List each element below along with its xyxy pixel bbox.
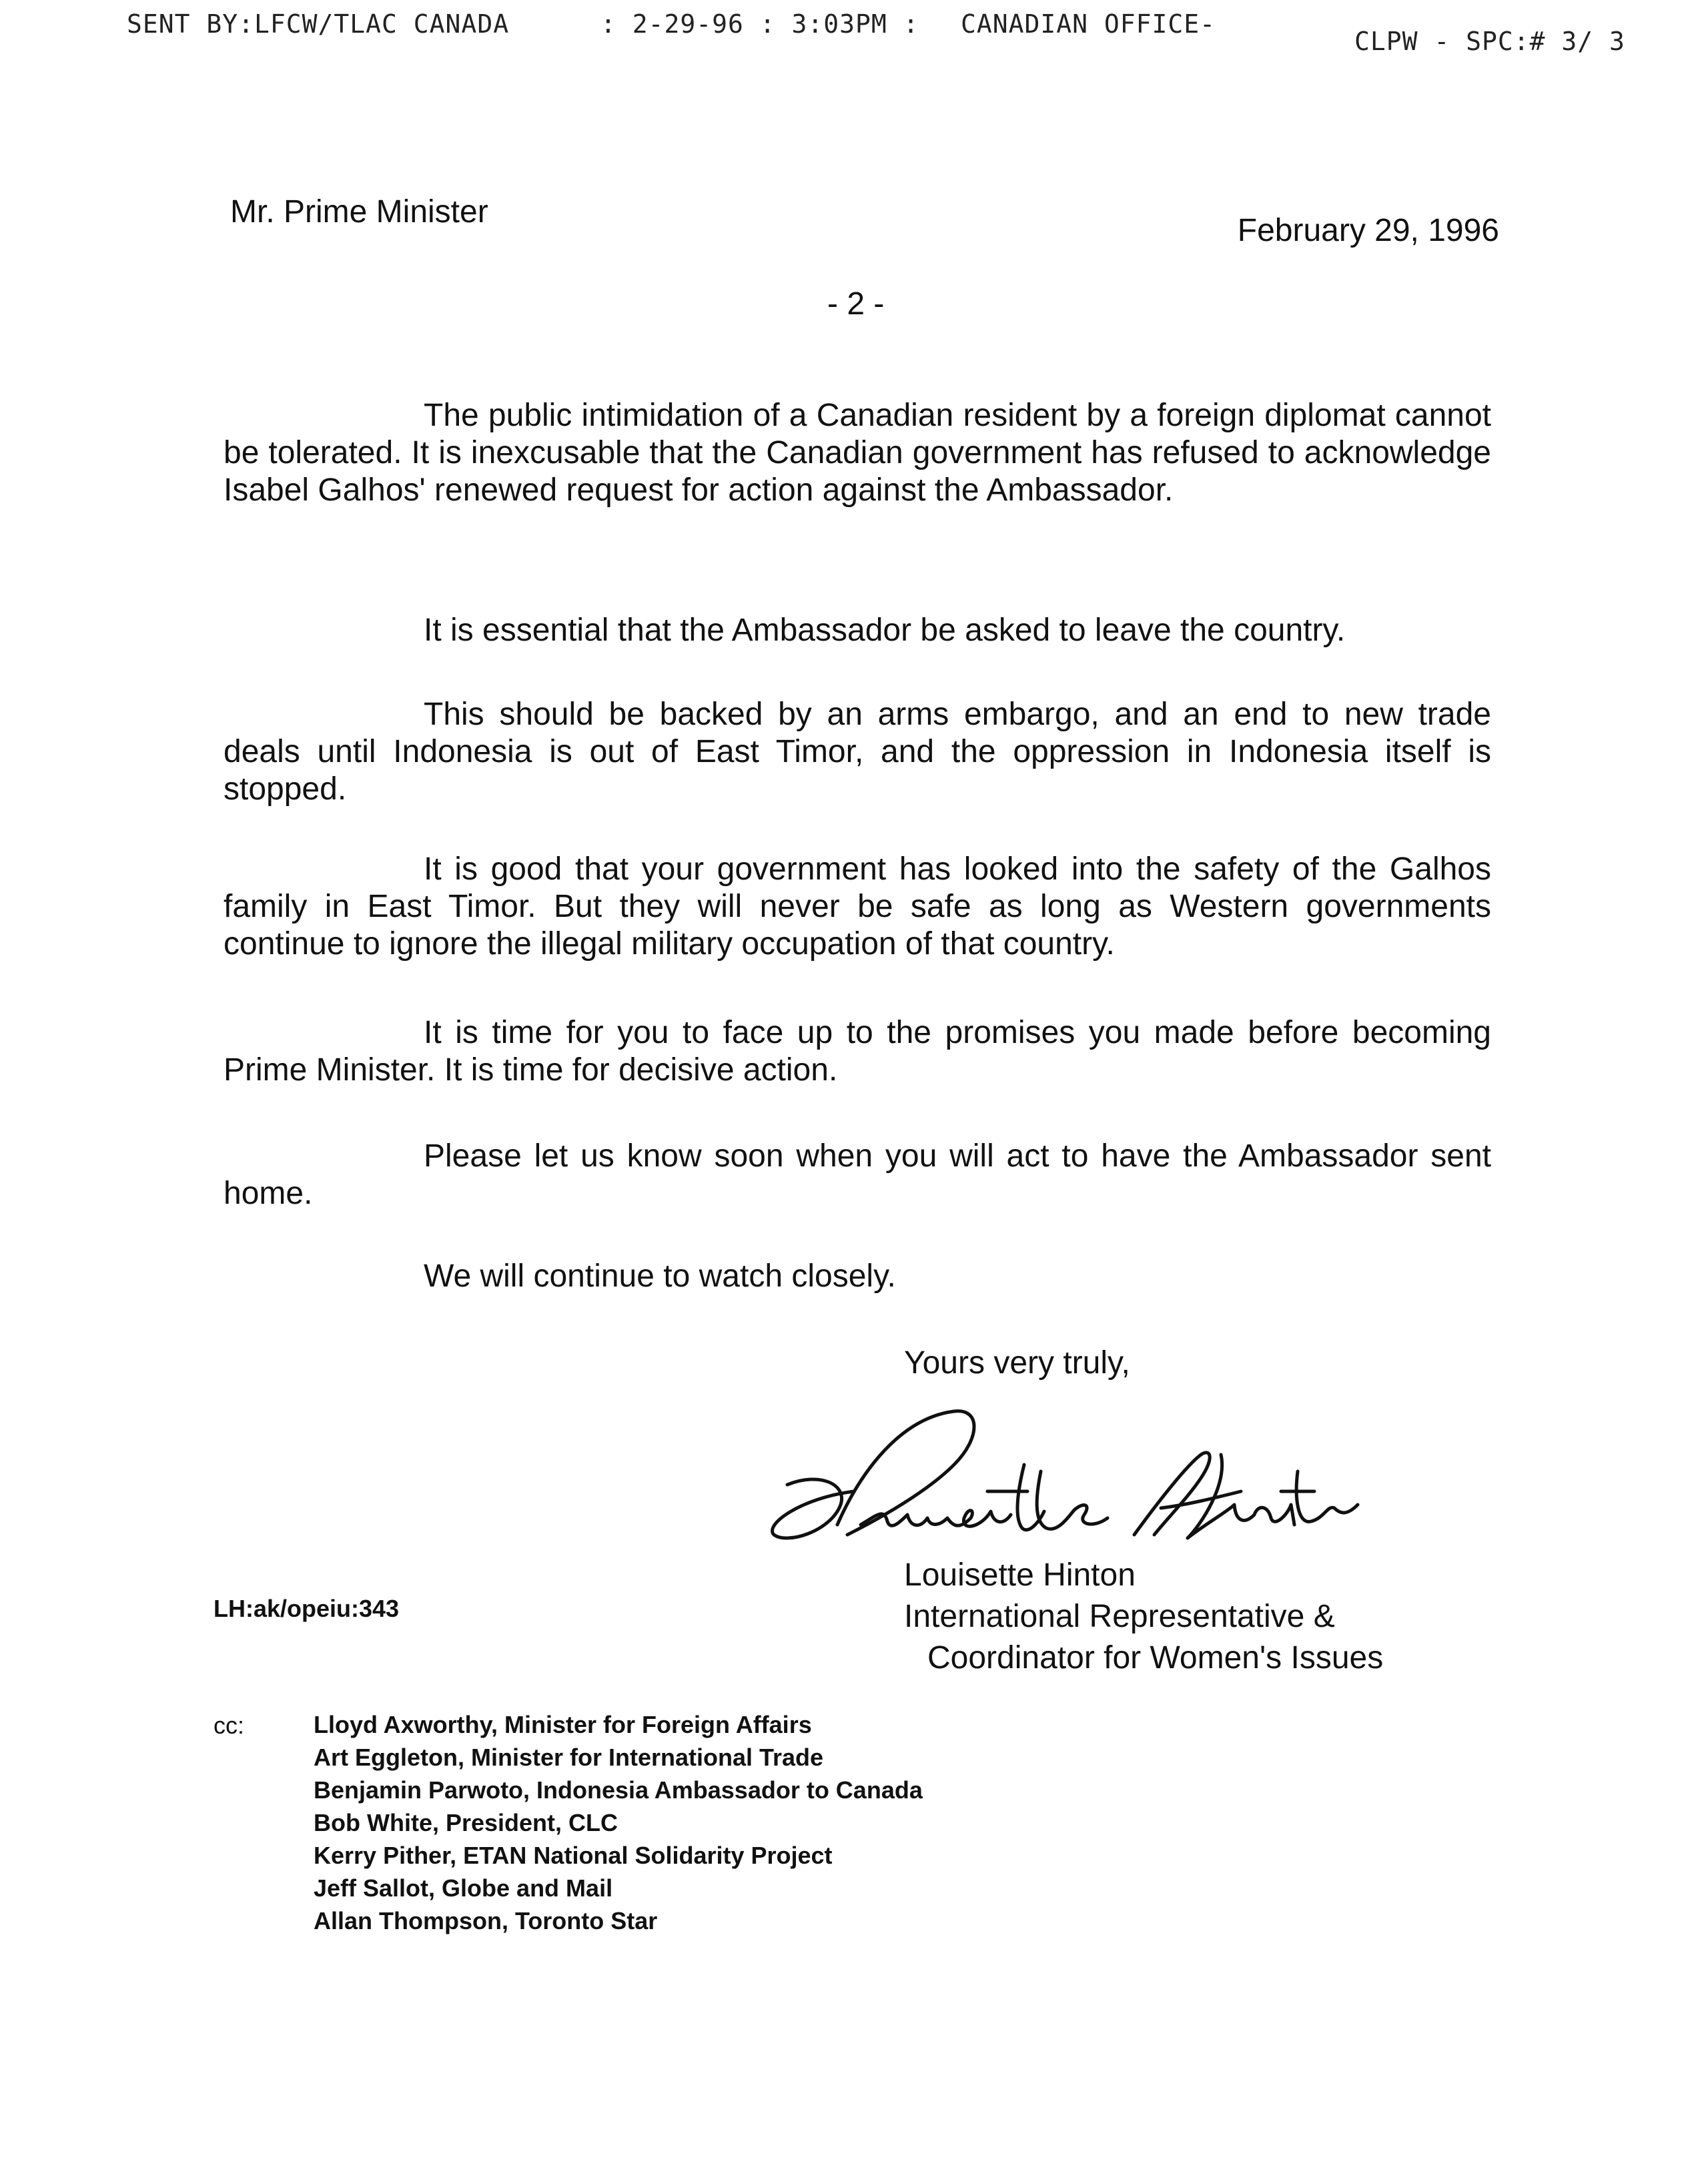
signer-block: [904, 1555, 1383, 1679]
cc-recipient: Benjamin Parwoto, Indonesia Ambassador to Canada: [314, 1776, 923, 1804]
reference-initials: LH:ak/opeiu:343: [214, 1595, 400, 1622]
signer-title-line-1: International Representative &: [904, 1599, 1335, 1634]
cc-list: [314, 1708, 923, 1937]
cc-recipient: Lloyd Axworthy, Minister for Foreign Affairs: [314, 1711, 812, 1738]
paragraph-6: Please let us know soon when you will act to have the Ambassador sent home.: [224, 1138, 1491, 1211]
cc-recipient: Bob White, President, CLC: [314, 1809, 618, 1836]
cc-recipient: Kerry Pither, ETAN National Solidarity Project: [314, 1842, 833, 1869]
paragraph-1: The public intimidation of a Canadian resident by a foreign diplomat cannot be tolerated. It is inexcusable that the Canadian government has refused to acknowledge Isabel Galhos' renewed request for action against the Ambassador.: [224, 398, 1491, 508]
page-number: - 2 -: [827, 286, 885, 322]
signer-title-line-2: Coordinator for Women's Issues: [927, 1640, 1384, 1676]
fax-datetime: : 2-29-96 : 3:03PM :: [600, 9, 919, 39]
cc-label: cc:: [214, 1712, 245, 1739]
cc-recipient: Art Eggleton, Minister for International Trade: [314, 1744, 824, 1771]
closing: Yours very truly,: [904, 1345, 1130, 1381]
paragraph-4: It is good that your government has looked into the safety of the Galhos family in East Timor. But they will never be safe as long as Western governments continue to ignore the illegal military occupation of that country.: [224, 851, 1491, 962]
signer-name: Louisette Hinton: [904, 1557, 1136, 1593]
paragraph-7: We will continue to watch closely.: [424, 1258, 896, 1294]
paragraph-3: This should be backed by an arms embargo, and an end to new trade deals until Indonesia is out of East Timor, and the oppression in Indonesia itself is stopped.: [224, 697, 1491, 807]
letter-date: February 29, 1996: [1237, 213, 1499, 248]
fax-page-info: CLPW - SPC:# 3/ 3: [1354, 27, 1625, 56]
fax-sent-by: SENT BY:LFCW/TLAC CANADA: [127, 9, 510, 39]
paragraph-2: It is essential that the Ambassador be asked to leave the country.: [424, 613, 1346, 648]
fax-office: CANADIAN OFFICE-: [961, 9, 1216, 39]
paragraph-5: It is time for you to face up to the promises you made before becoming Prime Minister. It is time for decisive action.: [224, 1015, 1491, 1088]
handwritten-signature: [761, 1391, 1361, 1565]
cc-recipient: Allan Thompson, Toronto Star: [314, 1907, 658, 1934]
recipient: Mr. Prime Minister: [230, 194, 488, 230]
cc-recipient: Jeff Sallot, Globe and Mail: [314, 1874, 613, 1902]
